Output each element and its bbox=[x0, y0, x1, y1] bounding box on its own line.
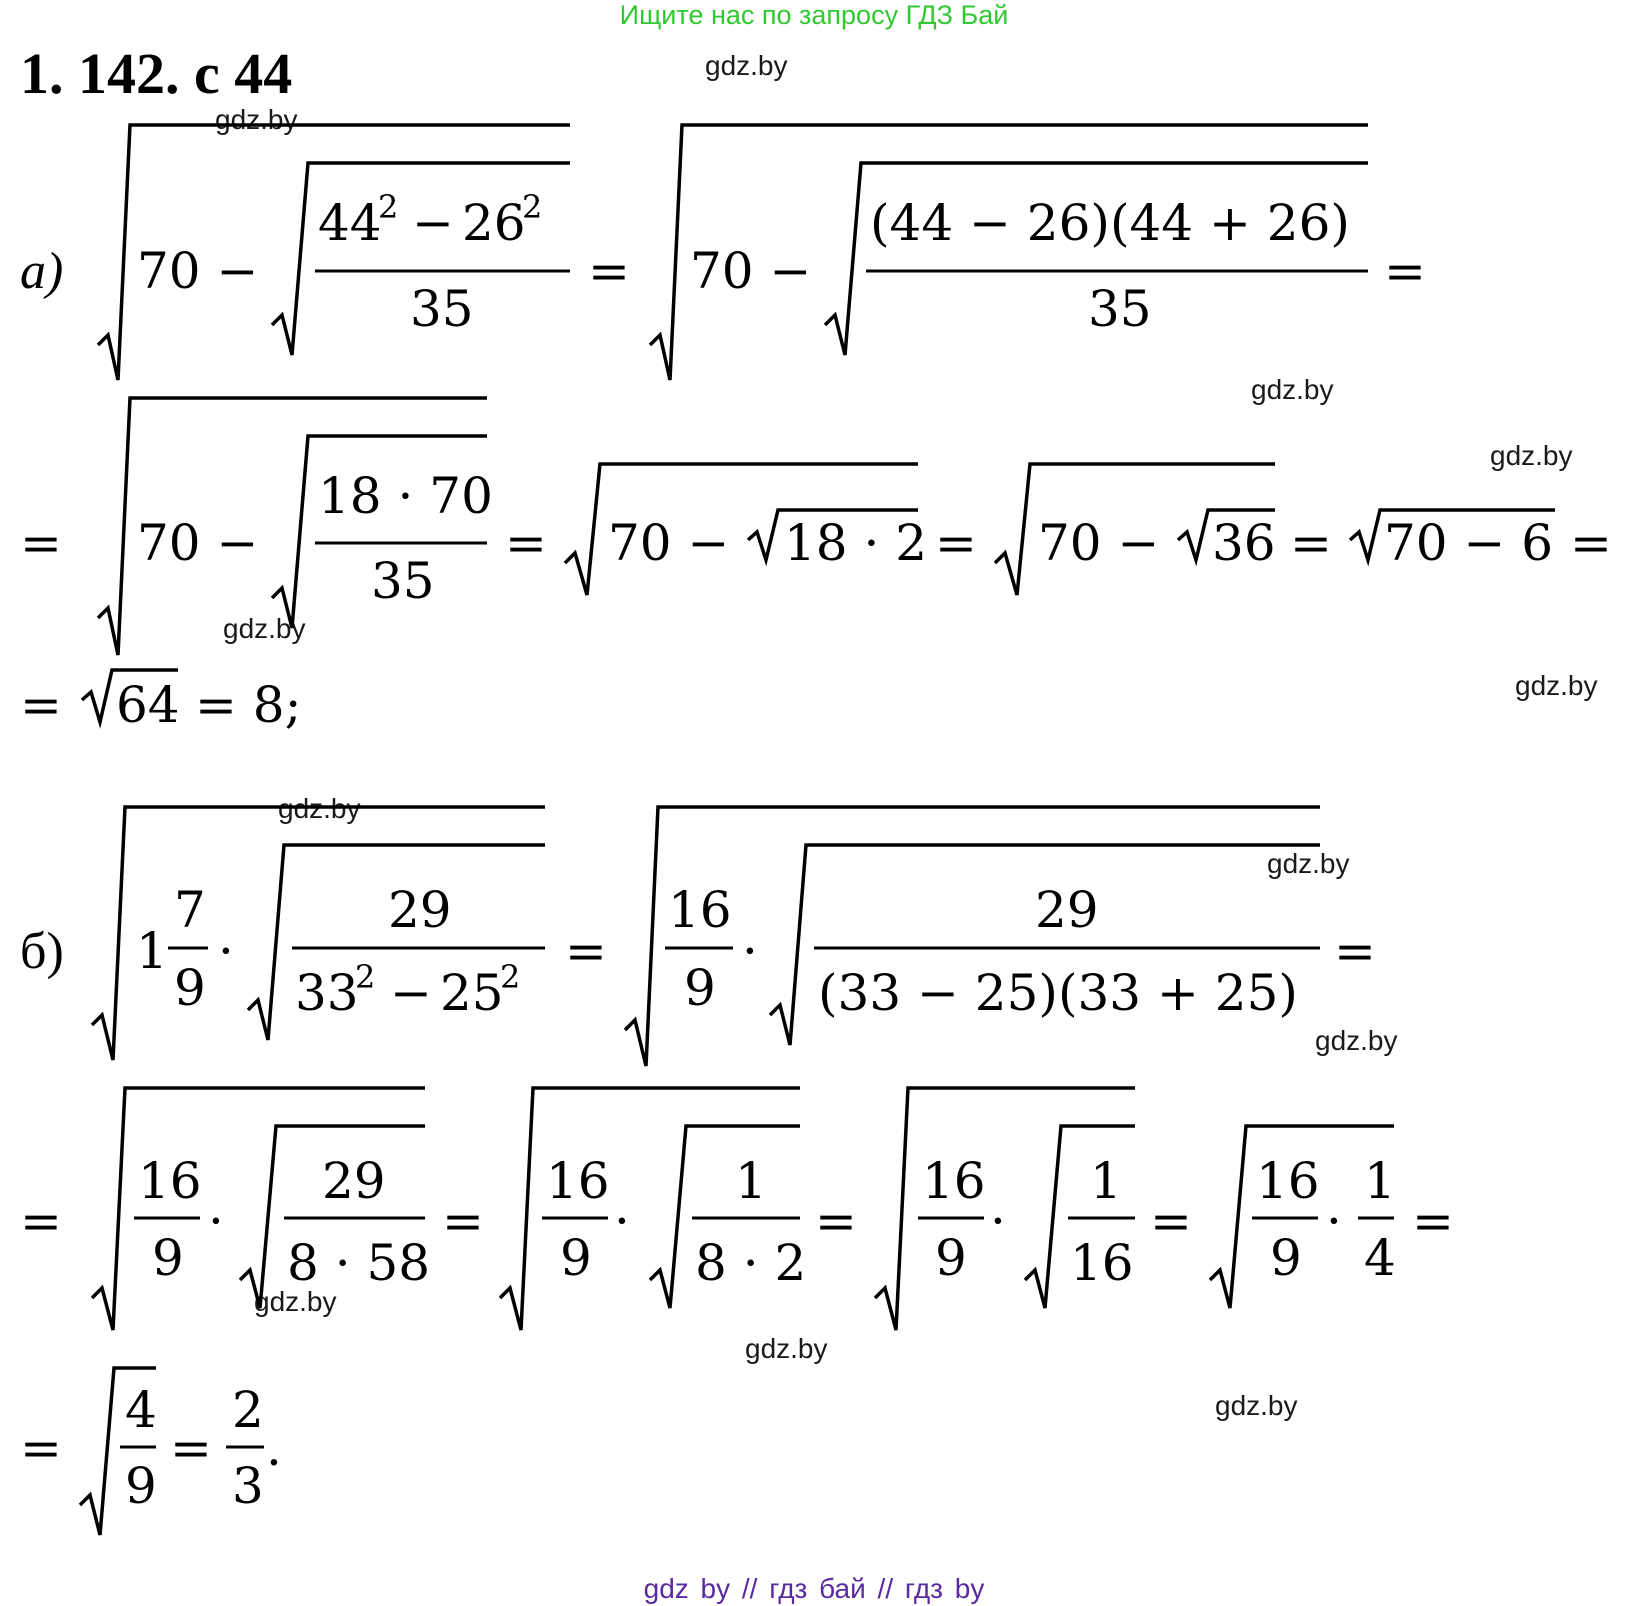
fraction-numerator: 16 bbox=[138, 1152, 202, 1210]
result-numerator: 2 bbox=[232, 1381, 264, 1439]
result: = 8; bbox=[195, 676, 302, 734]
watermark: gdz.by bbox=[1215, 1390, 1298, 1421]
exercise-title: 1. 142. с 44 bbox=[20, 41, 293, 106]
watermark: gdz.by bbox=[254, 1286, 337, 1317]
inner-denominator: (33 − 25)(33 + 25) bbox=[818, 964, 1298, 1022]
denominator: 35 bbox=[371, 552, 435, 610]
equals-sign: = bbox=[170, 1419, 212, 1477]
equals-sign: = bbox=[20, 514, 62, 572]
expression: 70 − bbox=[1038, 514, 1160, 572]
watermark: gdz.by bbox=[1315, 1025, 1398, 1056]
watermark: gdz.by bbox=[1490, 440, 1573, 471]
fraction-denominator: 4 bbox=[1364, 1229, 1396, 1287]
fraction-denominator: 9 bbox=[152, 1229, 184, 1287]
exponent: 2 bbox=[522, 188, 543, 226]
equals-sign: = bbox=[20, 676, 62, 734]
numerator-base: 44 bbox=[318, 194, 382, 252]
equals-sign: = bbox=[1384, 242, 1426, 300]
numerator: (44 − 26)(44 + 26) bbox=[870, 194, 1350, 252]
fraction-numerator: 1 bbox=[1364, 1152, 1396, 1210]
equals-sign: = bbox=[1290, 514, 1332, 572]
dot-operator: · bbox=[218, 922, 234, 980]
exponent: 2 bbox=[355, 958, 376, 996]
watermark: gdz.by bbox=[1251, 374, 1334, 405]
equals-sign: = bbox=[815, 1192, 857, 1250]
part-a-label: а) bbox=[20, 243, 64, 300]
fraction-denominator: 9 bbox=[935, 1229, 967, 1287]
inner-numerator: 29 bbox=[322, 1152, 386, 1210]
numerator-base: 26 bbox=[462, 194, 526, 252]
dot-operator: · bbox=[208, 1192, 224, 1250]
dot-operator: · bbox=[742, 922, 758, 980]
watermark: gdz.by bbox=[278, 793, 361, 824]
search-banner: Ищите нас по запросу ГДЗ Бай bbox=[619, 0, 1009, 30]
minus-sign: − bbox=[390, 964, 432, 1022]
watermark: gdz.by bbox=[223, 613, 306, 644]
equals-sign: = bbox=[1412, 1192, 1454, 1250]
inner-denominator: 16 bbox=[1070, 1234, 1134, 1292]
fraction-numerator: 16 bbox=[922, 1152, 986, 1210]
term-seventy-minus: 70 − bbox=[137, 242, 259, 300]
dot-operator: · bbox=[1326, 1192, 1342, 1250]
dot-operator: · bbox=[614, 1192, 630, 1250]
inner-numerator: 1 bbox=[1090, 1152, 1122, 1210]
minus-sign: − bbox=[412, 194, 454, 252]
fraction-denominator: 9 bbox=[1270, 1229, 1302, 1287]
equals-sign: = bbox=[505, 514, 547, 572]
term-seventy-minus: 70 − bbox=[690, 242, 812, 300]
watermark: gdz.by bbox=[705, 50, 788, 81]
equals-sign: = bbox=[935, 514, 977, 572]
expression: 70 − bbox=[608, 514, 730, 572]
equals-sign: = bbox=[1570, 514, 1612, 572]
fraction-numerator: 16 bbox=[546, 1152, 610, 1210]
radicand: 18 · 2 bbox=[784, 514, 928, 572]
fraction-numerator: 7 bbox=[174, 881, 206, 939]
radicand: 64 bbox=[116, 676, 180, 734]
dot-operator: · bbox=[990, 1192, 1006, 1250]
result-denominator: 3 bbox=[232, 1457, 264, 1515]
fraction-denominator: 9 bbox=[684, 959, 716, 1017]
equals-sign: = bbox=[588, 242, 630, 300]
denominator: 35 bbox=[1088, 280, 1152, 338]
equals-sign: = bbox=[20, 1192, 62, 1250]
inner-denominator-base: 25 bbox=[440, 964, 504, 1022]
watermark: gdz.by bbox=[1515, 670, 1598, 701]
exponent: 2 bbox=[378, 188, 399, 226]
equals-sign: = bbox=[1334, 922, 1376, 980]
equals-sign: = bbox=[442, 1192, 484, 1250]
fraction-denominator: 9 bbox=[560, 1229, 592, 1287]
radicand: 36 bbox=[1212, 514, 1276, 572]
equals-sign: = bbox=[20, 1419, 62, 1477]
term-seventy-minus: 70 − bbox=[137, 514, 259, 572]
watermark: gdz.by bbox=[1267, 848, 1350, 879]
inner-numerator: 29 bbox=[1035, 881, 1099, 939]
inner-denominator: 8 · 2 bbox=[695, 1234, 807, 1292]
fraction-numerator: 4 bbox=[125, 1381, 157, 1439]
inner-denominator-base: 33 bbox=[295, 964, 359, 1022]
fraction-denominator: 9 bbox=[125, 1457, 157, 1515]
watermark: gdz.by bbox=[745, 1333, 828, 1364]
numerator: 18 · 70 bbox=[318, 467, 493, 525]
whole-number: 1 bbox=[136, 922, 168, 980]
equals-sign: = bbox=[565, 922, 607, 980]
part-b-label: б) bbox=[20, 923, 64, 980]
period: . bbox=[266, 1419, 282, 1477]
inner-numerator: 1 bbox=[735, 1152, 767, 1210]
fraction-numerator: 16 bbox=[1256, 1152, 1320, 1210]
inner-numerator: 29 bbox=[388, 881, 452, 939]
footer-links: gdz by // гдз бай // гдз by bbox=[643, 1573, 985, 1604]
denominator: 35 bbox=[410, 280, 474, 338]
exponent: 2 bbox=[500, 958, 521, 996]
inner-denominator: 8 · 58 bbox=[287, 1234, 431, 1292]
watermark: gdz.by bbox=[215, 104, 298, 135]
expression: 70 − 6 bbox=[1384, 514, 1554, 572]
fraction-denominator: 9 bbox=[174, 959, 206, 1017]
fraction-numerator: 16 bbox=[668, 881, 732, 939]
equals-sign: = bbox=[1150, 1192, 1192, 1250]
